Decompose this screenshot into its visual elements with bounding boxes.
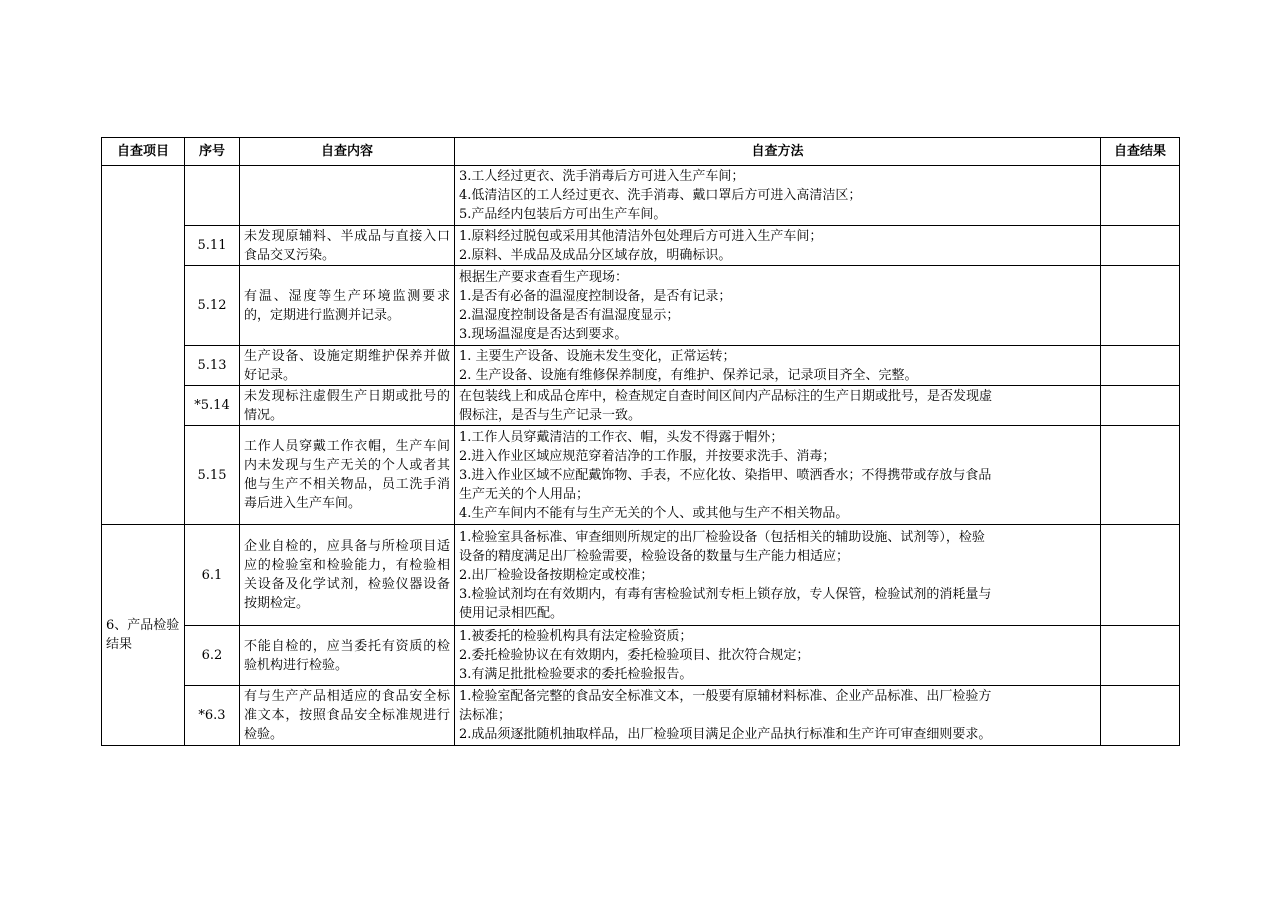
row-result	[1101, 346, 1180, 386]
method-line: 2.成品须逐批随机抽取样品，出厂检验项目满足企业产品执行标准和生产许可审查细则要求。	[459, 727, 992, 742]
method-line: 4.低清洁区的工人经过更衣、洗手消毒、戴口罩后方可进入高清洁区；	[459, 188, 862, 203]
table-row	[102, 525, 1180, 626]
method-line: 1.被委托的检验机构具有法定检验资质；	[459, 629, 693, 644]
method-line: 5.产品经内包装后方可出生产车间。	[459, 207, 667, 222]
method-line: 1.是否有必备的温湿度控制设备，是否有记录；	[459, 288, 732, 304]
table-row	[102, 226, 1180, 266]
method-line: 2.出厂检验设备按期检定或校准；	[459, 567, 654, 583]
method-line: 法标准；	[459, 708, 512, 723]
method-line: 设备的精度满足出厂检验需要，检验设备的数量与生产能力相适应；	[459, 548, 850, 564]
method-line: 1.检验室具备标准、审查细则所规定的出厂检验设备（包括相关的辅助设施、试剂等），检验	[459, 529, 985, 545]
header-result: 自查结果	[1101, 138, 1180, 166]
row-method	[455, 166, 1101, 226]
row-method	[455, 266, 1101, 346]
method-line: 3.进入作业区域不应配戴饰物、手表，不应化妆、染指甲、喷洒香水；不得携带或存放与食品	[459, 467, 992, 483]
table-row	[102, 426, 1180, 525]
method-line: 生产无关的个人用品；	[459, 486, 590, 502]
row-content: 未发现标注虚假生产日期或批号的情况。	[240, 386, 455, 426]
method-line: 在包装线上和成品仓库中，检查规定自查时间区间内产品标注的生产日期或批号，是否发现虚	[459, 388, 993, 404]
row-content: 企业自检的，应具备与所检项目适应的检验室和检验能力，有检验相关设备及化学试剂，检验仪器设备按期检定。	[240, 525, 455, 626]
row-result	[1101, 266, 1180, 346]
row-number: 6.1	[185, 525, 240, 626]
row-result	[1101, 226, 1180, 266]
row-number: 6.2	[185, 626, 240, 686]
row-result	[1101, 626, 1180, 686]
method-line: 根据生产要求查看生产现场：	[459, 269, 629, 285]
row-result	[1101, 386, 1180, 426]
row-content: 有温、湿度等生产环境监测要求的，定期进行监测并记录。	[240, 266, 455, 346]
row-method	[455, 525, 1101, 626]
method-line: 1.工作人员穿戴清洁的工作衣、帽，头发不得露于帽外；	[459, 429, 784, 445]
row-result	[1101, 426, 1180, 525]
table-row	[102, 166, 1180, 226]
method-line: 3.检验试剂均在有效期内，有毒有害检验试剂专柜上锁存放，专人保管，检验试剂的消耗量与	[459, 586, 992, 602]
method-line: 1. 主要生产设备、设施未发生变化，正常运转；	[459, 348, 736, 364]
method-line: 1.原料经过脱包或采用其他清洁外包处理后方可进入生产车间；	[459, 228, 823, 244]
row-number: 5.15	[185, 426, 240, 525]
row-method	[455, 426, 1101, 525]
row-content	[240, 166, 455, 226]
method-line: 3.工人经过更衣、洗手消毒后方可进入生产车间；	[459, 169, 745, 184]
method-line: 4.生产车间内不能有与生产无关的个人、或其他与生产不相关物品。	[459, 505, 849, 521]
method-line: 使用记录相匹配。	[459, 605, 564, 621]
category-cell-5	[102, 166, 185, 525]
row-number: *5.14	[185, 386, 240, 426]
table-header-row	[102, 138, 1180, 166]
self-inspection-table	[101, 137, 1180, 746]
row-method	[455, 626, 1101, 686]
method-line: 2.温湿度控制设备是否有温湿度显示；	[459, 307, 680, 323]
table-row	[102, 266, 1180, 346]
category-cell-6: 6、产品检验结果	[102, 525, 185, 746]
row-method	[455, 226, 1101, 266]
row-number: *6.3	[185, 686, 240, 746]
method-line: 2.委托检验协议在有效期内，委托检验项目、批次符合规定；	[459, 648, 810, 663]
method-line: 2.进入作业区域应规范穿着洁净的工作服，并按要求洗手、消毒；	[459, 448, 836, 464]
method-line: 3.现场温湿度是否达到要求。	[459, 326, 628, 342]
header-content: 自查内容	[240, 138, 455, 166]
table-row	[102, 386, 1180, 426]
row-result	[1101, 686, 1180, 746]
header-number: 序号	[185, 138, 240, 166]
row-content: 生产设备、设施定期维护保养并做好记录。	[240, 346, 455, 386]
row-method	[455, 686, 1101, 746]
method-line: 3.有满足批批检验要求的委托检验报告。	[459, 667, 693, 682]
row-result	[1101, 525, 1180, 626]
row-content: 不能自检的，应当委托有资质的检验机构进行检验。	[240, 626, 455, 686]
row-result	[1101, 166, 1180, 226]
table-row	[102, 626, 1180, 686]
method-line: 假标注，是否与生产记录一致。	[459, 407, 642, 423]
row-content: 有与生产产品相适应的食品安全标准文本，按照食品安全标准规进行检验。	[240, 686, 455, 746]
row-method	[455, 346, 1101, 386]
row-content: 未发现原辅料、半成品与直接入口食品交叉污染。	[240, 226, 455, 266]
row-number: 5.13	[185, 346, 240, 386]
header-category: 自查项目	[102, 138, 185, 166]
header-method: 自查方法	[455, 138, 1101, 166]
method-line: 2. 生产设备、设施有维修保养制度，有维护、保养记录，记录项目齐全、完整。	[459, 367, 918, 383]
table-row	[102, 346, 1180, 386]
method-line: 1.检验室配备完整的食品安全标准文本，一般要有原辅材料标准、企业产品标准、出厂检验方	[459, 689, 992, 704]
row-number: 5.12	[185, 266, 240, 346]
method-line: 2.原料、半成品及成品分区域存放，明确标识。	[459, 247, 732, 263]
table-row	[102, 686, 1180, 746]
row-number: 5.11	[185, 226, 240, 266]
row-number	[185, 166, 240, 226]
row-method	[455, 386, 1101, 426]
row-content: 工作人员穿戴工作衣帽，生产车间内未发现与生产无关的个人或者其他与生产不相关物品，员工洗手消毒后进入生产车间。	[240, 426, 455, 525]
